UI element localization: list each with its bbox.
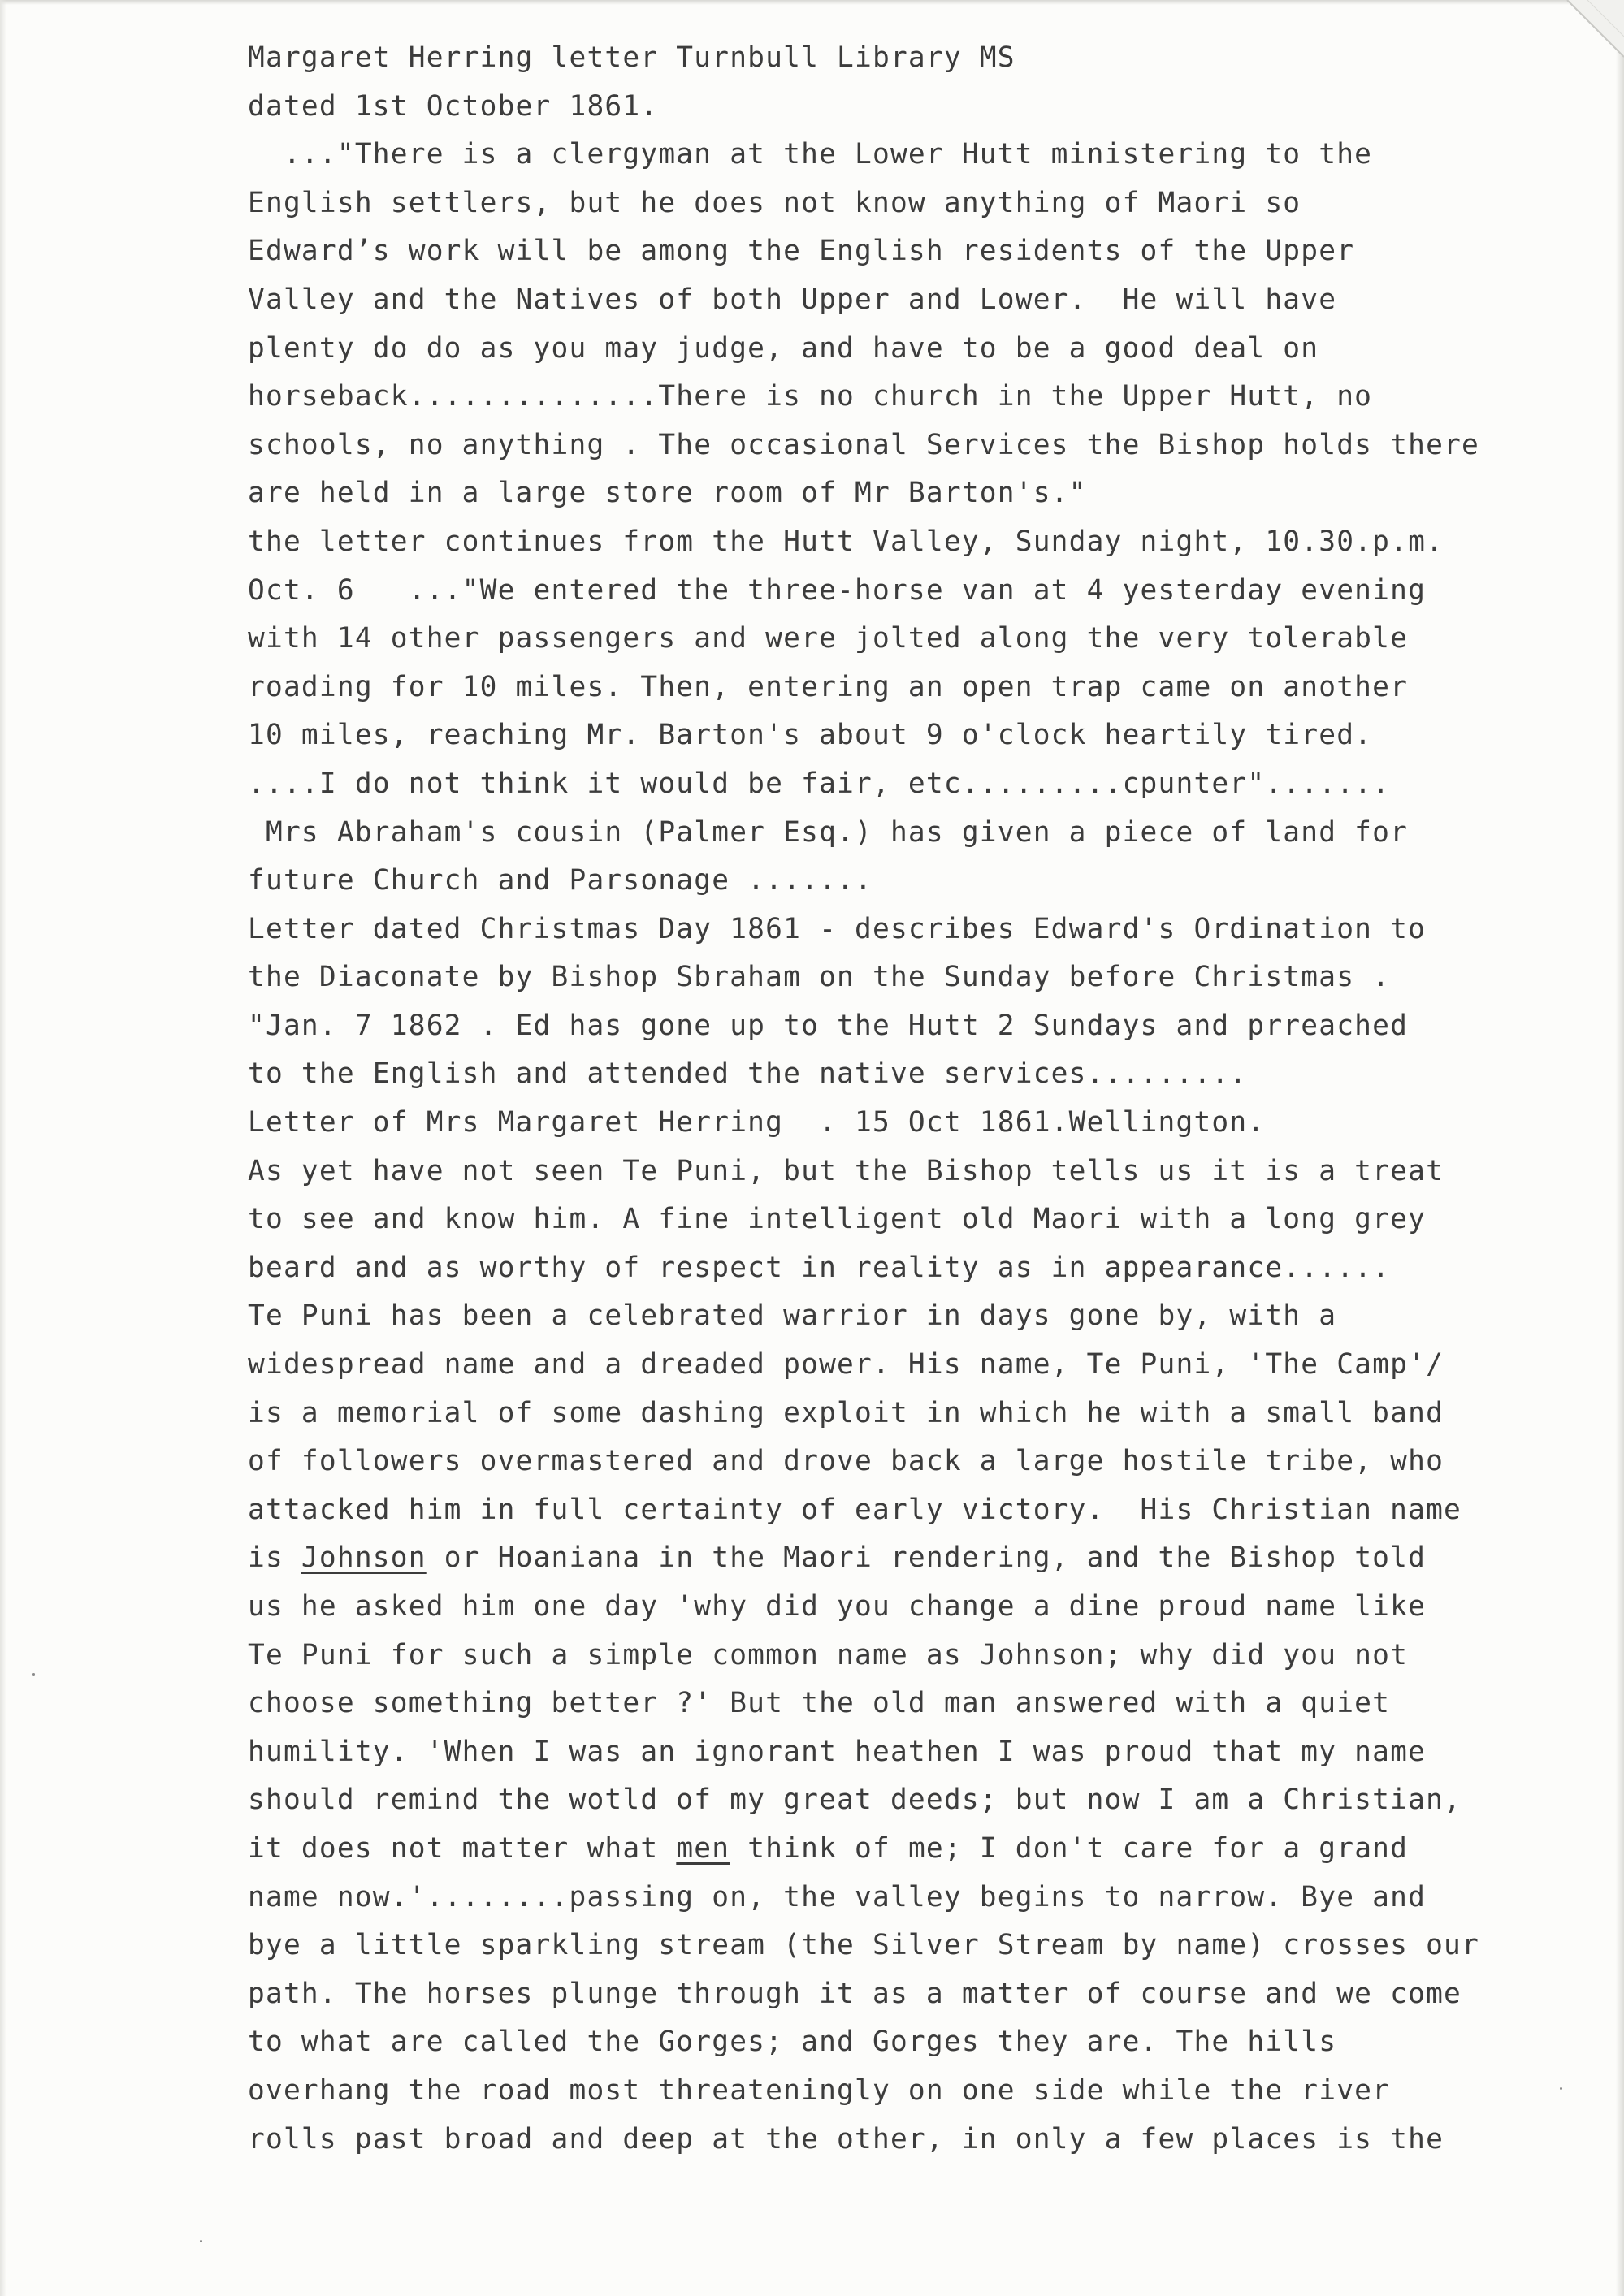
typescript-line: Letter dated Christmas Day 1861 - describes Edward's Ordination to: [248, 912, 1427, 945]
typescript-line: Edward’s work will be among the English residents of the Upper: [248, 235, 1355, 268]
typescript-line: path. The horses plunge through it as a matter of course and we come: [248, 1977, 1462, 2010]
typescript-line: of followers overmastered and drove back a large hostile tribe, who: [248, 1445, 1444, 1478]
typescript-line: "Jan. 7 1862 . Ed has gone up to the Hutt 2 Sundays and prreached: [248, 1009, 1409, 1042]
typescript-line: name now.'........passing on, the valley begins to narrow. Bye and: [248, 1880, 1427, 1913]
typescript-line: English settlers, but he does not know anything of Maori so: [248, 186, 1301, 219]
typescript-line: schools, no anything . The occasional Services the Bishop holds there: [248, 428, 1479, 461]
paper-speck: [200, 2240, 202, 2242]
typescript-line: roading for 10 miles. Then, entering an open trap came on another: [248, 670, 1409, 703]
page-right-edge: [1616, 0, 1624, 2296]
typescript-line: to see and know him. A fine intelligent old Maori with a long grey: [248, 1203, 1427, 1236]
typescript-line: bye a little sparkling stream (the Silver Stream by name) crosses our: [248, 1929, 1479, 1962]
typescript-line: Te Puni has been a celebrated warrior in days gone by, with a: [248, 1299, 1337, 1333]
typescript-line: to what are called the Gorges; and Gorges they are. The hills: [248, 2026, 1337, 2059]
typescript-line: humility. 'When I was an ignorant heathen I was proud that my name: [248, 1735, 1427, 1768]
typescript-line: dated 1st October 1861.: [248, 89, 659, 123]
typescript-line: horseback..............There is no church in the Upper Hutt, no: [248, 380, 1373, 413]
typescript-line: it does not matter what men think of me; I don't care for a grand: [248, 1831, 1409, 1865]
typescript-line: the letter continues from the Hutt Valley, Sunday night, 10.30.p.m.: [248, 525, 1444, 558]
typescript-line: is Johnson or Hoaniana in the Maori rendering, and the Bishop told: [248, 1541, 1427, 1575]
underlined-word: Johnson: [301, 1541, 427, 1575]
typescript-line: plenty do do as you may judge, and have to be a good deal on: [248, 331, 1319, 365]
page-top-edge: [0, 0, 1624, 5]
typescript-line: attacked him in full certainty of early victory. His Christian name: [248, 1493, 1462, 1526]
typescript-line: to the English and attended the native services.........: [248, 1057, 1248, 1091]
underlined-word: men: [676, 1831, 730, 1865]
typescript-line: Valley and the Natives of both Upper and Lower. He will have: [248, 283, 1337, 316]
typescript-line: rolls past broad and deep at the other, in only a few places is the: [248, 2122, 1444, 2155]
typescript-line: Te Puni for such a simple common name as Johnson; why did you not: [248, 1638, 1409, 1671]
typescript-line: ....I do not think it would be fair, etc.........cpunter".......: [248, 767, 1391, 800]
typescript-line: is a memorial of some dashing exploit in which he with a small band: [248, 1396, 1444, 1429]
typescript-line: 10 miles, reaching Mr. Barton's about 9 o'clock heartily tired.: [248, 719, 1373, 752]
typescript-line: Letter of Mrs Margaret Herring . 15 Oct 1861.Wellington.: [248, 1106, 1266, 1139]
typescript-line: As yet have not seen Te Puni, but the Bishop tells us it is a treat: [248, 1154, 1444, 1187]
paper-speck: [1560, 2087, 1562, 2090]
typescript-line: the Diaconate by Bishop Sbraham on the Sunday before Christmas .: [248, 961, 1391, 994]
page-left-edge: [0, 0, 6, 2296]
typescript-line: ..."There is a clergyman at the Lower Hutt ministering to the: [248, 138, 1373, 171]
typescript-line: Margaret Herring letter Turnbull Library MS: [248, 41, 1016, 74]
typescript-line: with 14 other passengers and were jolted along the very tolerable: [248, 622, 1409, 655]
typescript-line: future Church and Parsonage .......: [248, 864, 873, 897]
typescript-line: are held in a large store room of Mr Barton's.": [248, 477, 1087, 510]
typescript-line: Oct. 6 ..."We entered the three-horse van at 4 yesterday evening: [248, 573, 1427, 607]
typescript-line: overhang the road most threateningly on one side while the river: [248, 2073, 1391, 2107]
typescript-line: choose something better ?' But the old man answered with a quiet: [248, 1687, 1391, 1720]
typescript-line: Mrs Abraham's cousin (Palmer Esq.) has given a piece of land for: [248, 815, 1409, 849]
paper-speck: [32, 1673, 35, 1676]
typescript-line: widespread name and a dreaded power. His name, Te Puni, 'The Camp'/: [248, 1348, 1444, 1381]
typescript-body: [248, 34, 1596, 2164]
typescript-line: us he asked him one day 'why did you change a dine proud name like: [248, 1590, 1427, 1623]
typescript-line: beard and as worthy of respect in reality as in appearance......: [248, 1251, 1391, 1284]
typescript-line: should remind the wotld of my great deeds; but now I am a Christian,: [248, 1784, 1462, 1817]
